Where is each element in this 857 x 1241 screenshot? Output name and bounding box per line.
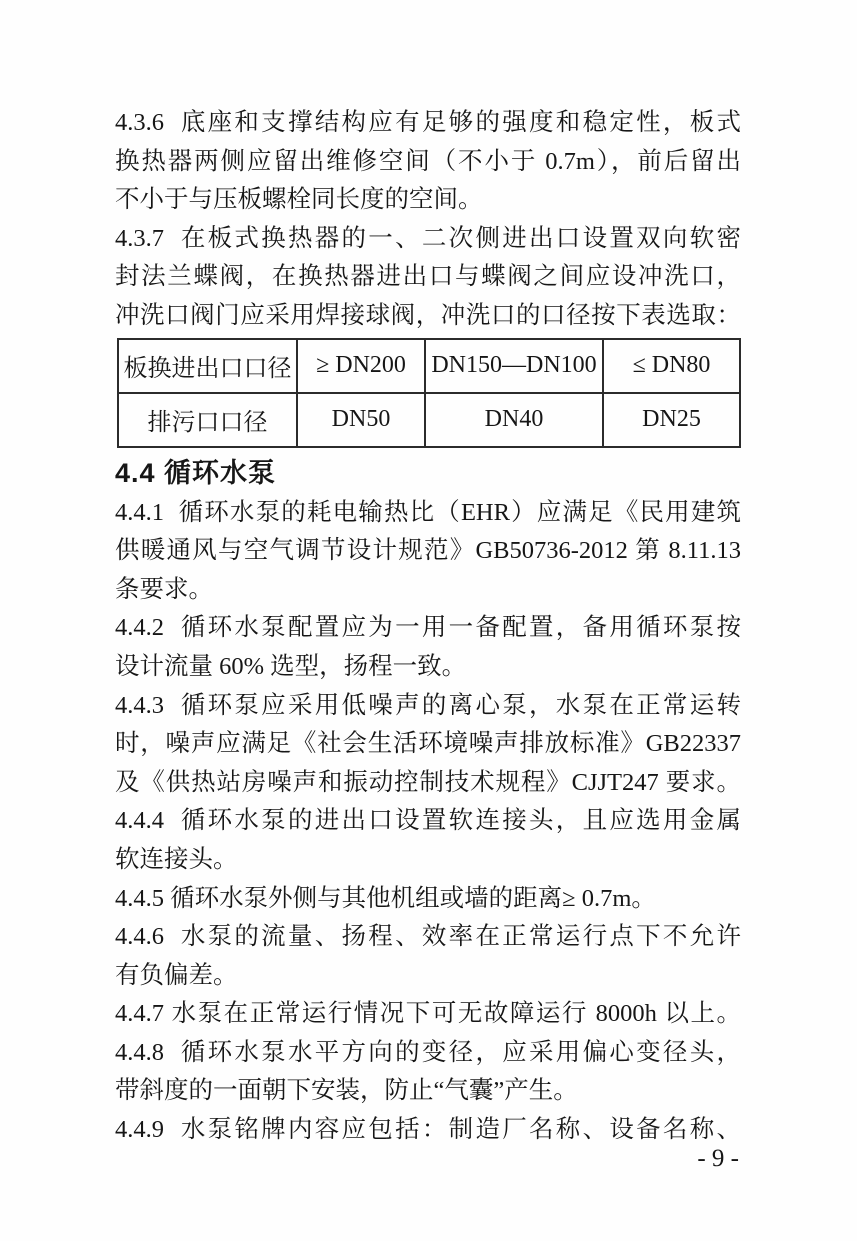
paragraph-4-4-9 [115, 1111, 741, 1150]
paragraph-4-4-5 [115, 880, 741, 919]
text-line: 4.3.6 底座和支撑结构应有足够的强度和稳定性，板式 [115, 109, 741, 136]
table-cell: ≤ DN80 [603, 339, 740, 393]
table-row [118, 393, 740, 447]
text-line: 不小于与压板螺栓同长度的空间。 [115, 186, 483, 214]
flushing-port-diameter-table [117, 338, 741, 448]
paragraph-4-4-2 [115, 609, 741, 686]
text-line: 设计流量 60% 选型，扬程一致。 [115, 652, 467, 680]
text-line: 供暖通风与空气调节设计规范》GB50736-2012 第 8.11.13 [115, 537, 741, 565]
text-line: 4.3.7 在板式换热器的一、二次侧进出口设置双向软密 [115, 224, 741, 252]
table-cell: 排污口口径 [118, 393, 297, 447]
table-cell: 板换进出口口径 [118, 339, 297, 393]
text-line: 4.4.3 循环泵应采用低噪声的离心泵，水泵在正常运转 [115, 691, 741, 719]
text-line: 条要求。 [115, 575, 213, 603]
text-line: 4.4.1 循环水泵的耗电输热比（EHR）应满足《民用建筑 [115, 498, 741, 526]
paragraph-4-4-1 [115, 494, 741, 610]
paragraph-4-4-7 [115, 995, 741, 1034]
table-cell: ≥ DN200 [297, 339, 425, 393]
table-cell: DN40 [425, 393, 603, 447]
page-number: - 9 - [697, 1144, 739, 1172]
text-line: 冲洗口阀门应采用焊接球阀，冲洗口的口径按下表选取： [115, 301, 741, 329]
text-line: 时，噪声应满足《社会生活环境噪声排放标准》GB22337 [115, 730, 741, 758]
paragraph-4-4-4 [115, 802, 741, 879]
text-line: 4.4.4 循环水泵的进出口设置软连接头，且应选用金属 [115, 807, 741, 835]
text-line: 4.4.5 循环水泵外侧与其他机组或墙的距离≥ 0.7m。 [115, 884, 656, 912]
text-line: 4.4.8 循环水泵水平方向的变径，应采用偏心变径头， [115, 1038, 741, 1066]
text-line: 4.4.9 水泵铭牌内容应包括：制造厂名称、设备名称、 [115, 1116, 741, 1144]
table-cell: DN150—DN100 [425, 339, 603, 393]
text-line: 4.4.2 循环水泵配置应为一用一备配置，备用循环泵按 [115, 614, 741, 642]
table-cell: DN50 [297, 393, 425, 447]
text-line: 及《供热站房噪声和振动控制技术规程》CJJT247 要求。 [115, 768, 741, 796]
text-line: 封法兰蝶阀，在换热器进出口与蝶阀之间应设冲洗口， [115, 263, 741, 291]
document-content [115, 104, 741, 1176]
paragraph-4-4-3 [115, 687, 741, 803]
table-row [118, 339, 740, 393]
table-cell: DN25 [603, 393, 740, 447]
text-line: 4.4.6 水泵的流量、扬程、效率在正常运行点下不允许 [115, 923, 741, 951]
text-line: 4.4.7 水泵在正常运行情况下可无故障运行 8000h 以上。 [115, 1000, 741, 1028]
paragraph-4-3-7 [115, 220, 741, 336]
section-heading-4-4: 4.4 循环水泵 [115, 457, 277, 488]
text-line: 换热器两侧应留出维修空间（不小于 0.7m），前后留出 [115, 147, 741, 175]
paragraph-4-4-8 [115, 1034, 741, 1111]
text-line: 有负偏差。 [115, 961, 238, 989]
paragraph-4-3-6 [115, 104, 741, 220]
paragraph-4-4-6 [115, 918, 741, 995]
text-line: 软连接头。 [115, 845, 238, 873]
text-line: 带斜度的一面朝下安装，防止“气囊”产生。 [115, 1077, 578, 1105]
